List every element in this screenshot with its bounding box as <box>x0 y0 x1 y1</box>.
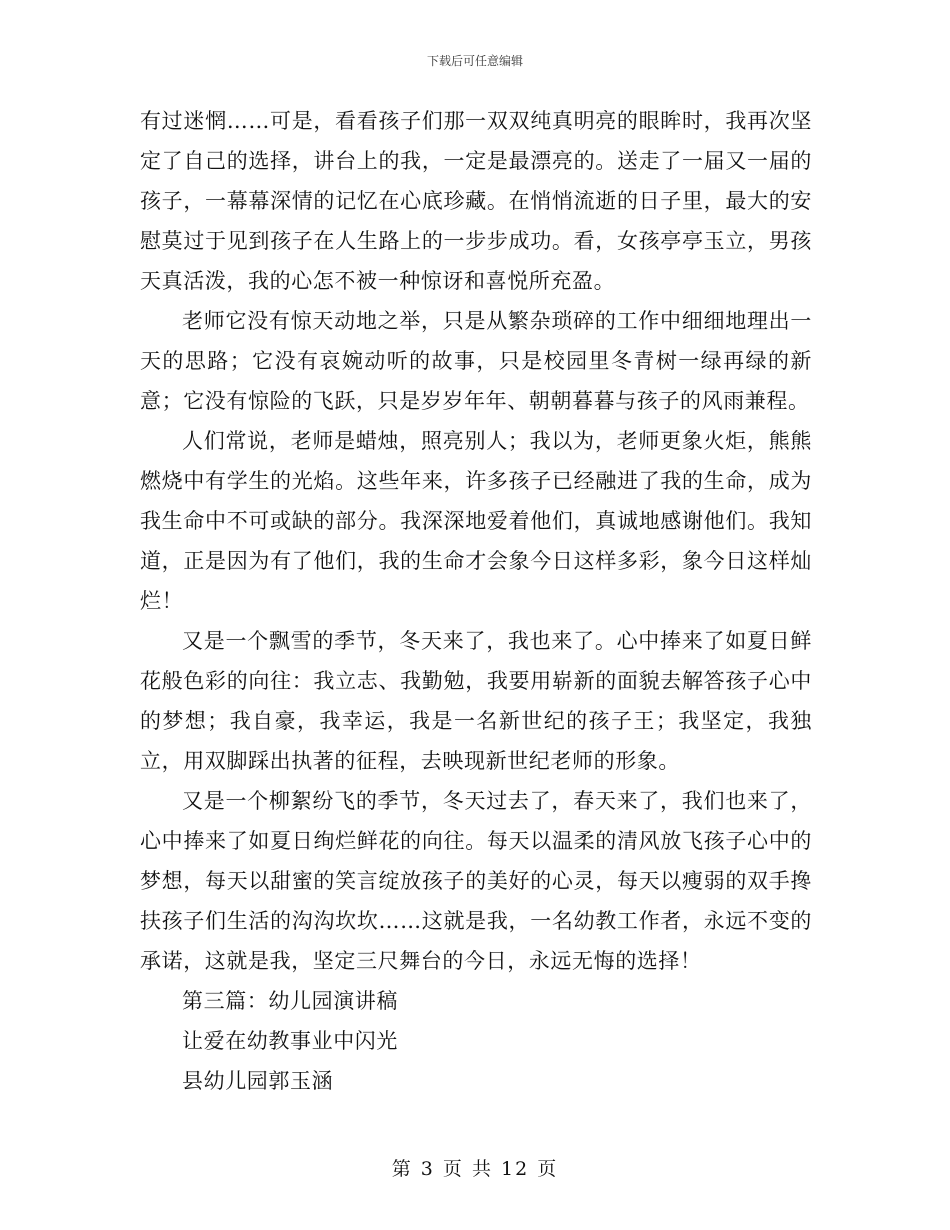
section-heading: 第三篇：幼儿园演讲稿 <box>182 989 398 1013</box>
page-header: 下载后可任意编辑 <box>426 54 523 68</box>
page-footer: 第 3 页 共 12 页 <box>391 1158 559 1180</box>
paragraph-1: 有过迷惘……可是，看看孩子们那一双双纯真明亮的眼眸时，我再次坚定了自己的选择，讲台上的我，一定是最漂亮的。送走了一届又一届的孩子，一幕幕深情的记忆在心底珍藏。在悄悄流逝的日子里，最大的安慰莫过于见到孩子在人生路上的一步步成功。看，女孩亭亭玉立，男孩天真活泼，我的心怎不被一种惊讶和喜悦所充盈。 <box>140 109 812 293</box>
paragraph-2: 老师它没有惊天动地之举，只是从繁杂琐碎的工作中细细地理出一天的思路；它没有哀婉动听的故事，只是校园里冬青树一绿再绿的新意；它没有惊险的飞跃，只是岁岁年年、朝朝暮暮与孩子的风雨兼程。 <box>140 309 812 413</box>
paragraph-5: 又是一个柳絮纷飞的季节，冬天过去了，春天来了，我们也来了，心中捧来了如夏日绚烂鲜花的向往。每天以温柔的清风放飞孩子心中的梦想，每天以甜蜜的笑言绽放孩子的美好的心灵，每天以瘦弱的双手搀扶孩子们生活的沟沟坎坎……这就是我，一名幼教工作者，永远不变的承诺，这就是我，坚定三尺舞台的今日，永远无悔的选择！ <box>140 789 812 973</box>
document-body <box>140 101 812 1101</box>
speech-author: 县幼儿园郭玉涵 <box>182 1069 334 1093</box>
speech-title: 让爱在幼教事业中闪光 <box>182 1029 398 1053</box>
paragraph-3: 人们常说，老师是蜡烛，照亮别人；我以为，老师更象火炬，熊熊燃烧中有学生的光焰。这些年来，许多孩子已经融进了我的生命，成为我生命中不可或缺的部分。我深深地爱着他们，真诚地感谢他们。我知道，正是因为有了他们，我的生命才会象今日这样多彩，象今日这样灿烂！ <box>140 429 812 613</box>
paragraph-4: 又是一个飘雪的季节，冬天来了，我也来了。心中捧来了如夏日鲜花般色彩的向往：我立志、我勤勉，我要用崭新的面貌去解答孩子心中的梦想；我自豪，我幸运，我是一名新世纪的孩子王；我坚定，我独立，用双脚踩出执著的征程，去映现新世纪老师的形象。 <box>140 629 812 773</box>
